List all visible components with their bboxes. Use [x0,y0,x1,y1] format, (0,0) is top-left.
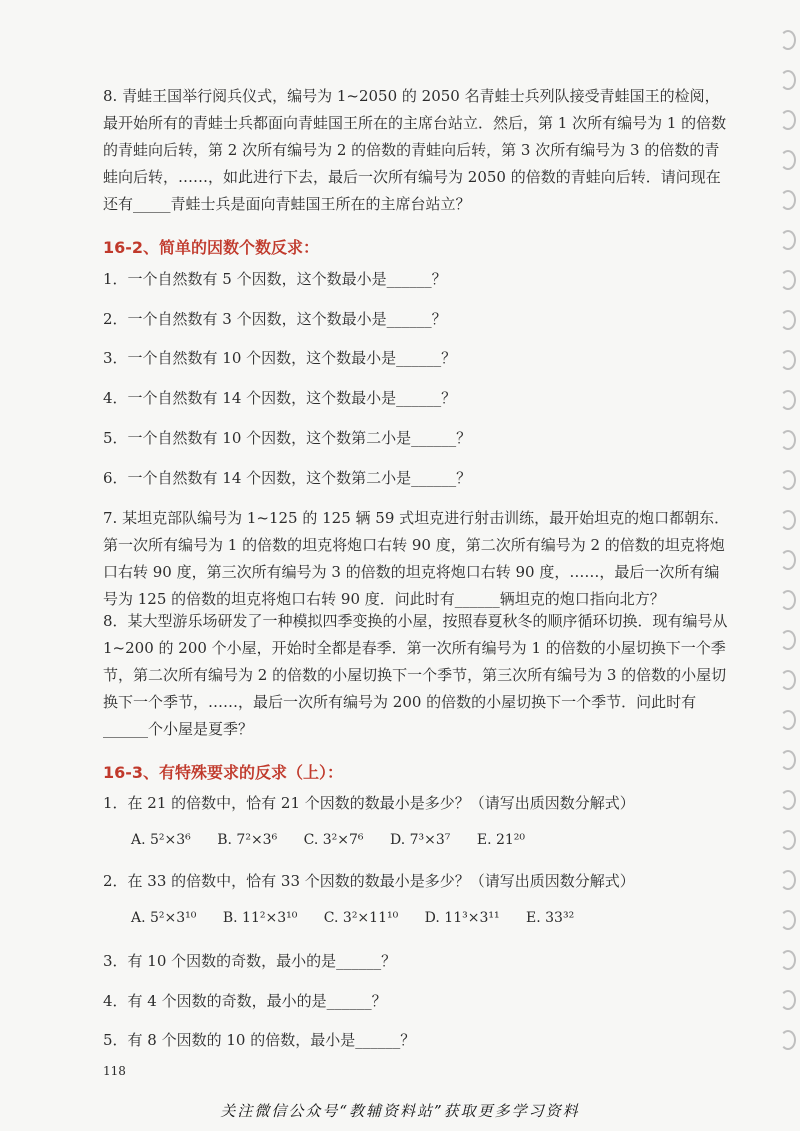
binder-ring [780,910,796,930]
binder-ring [780,230,796,250]
sec2-question-5: 5．一个自然数有 10 个因数，这个数第二小是______？ [103,429,472,447]
sec3-question-2-choices [131,910,596,926]
binder-ring [780,870,796,890]
choice-b: B. 11²×3¹⁰ [222,910,298,926]
binder-ring [780,470,796,490]
binder-ring [780,190,796,210]
choice-b: B. 7²×3⁶ [217,832,278,848]
sec2-question-2: 2．一个自然数有 3 个因数，这个数最小是______？ [103,310,447,328]
choice-c: C. 3²×7⁶ [303,832,364,848]
sec2-question-1: 1．一个自然数有 5 个因数，这个数最小是______？ [103,270,447,288]
sec3-question-1: 1．在 21 的倍数中，恰有 21 个因数的数最小是多少？（请写出质因数分解式） [103,794,635,812]
question-8-frogs: 8. 青蛙王国举行阅兵仪式，编号为 1~2050 的 2050 名青蛙士兵列队接受青蛙国王的检阅，最开始所有的青蛙士兵都面向青蛙国王所在的主席台站立．然后，第 1 次所有编号为 1 的倍数的青蛙向后转，第 2 次所有编号为 2 的倍数的青蛙向后转，第 3 次所有编号为 3 的倍数的青蛙向后转，……，如此进行下去，最后一次所有编号为 2050 的倍数的青蛙向后转．请问现在还有_____青蛙士兵是面向青蛙国王所在的主席台站立？ [103,87,727,213]
binder-ring [780,510,796,530]
sec2-question-3: 3．一个自然数有 10 个因数，这个数最小是______？ [103,349,457,367]
binder-ring [780,550,796,570]
binder-ring [780,70,796,90]
binder-ring [780,430,796,450]
binder-ring [780,150,796,170]
binder-ring [780,630,796,650]
sec3-question-2: 2．在 33 的倍数中，恰有 33 个因数的数最小是多少？（请写出质因数分解式） [103,872,635,890]
sec2-question-7-tanks: 7. 某坦克部队编号为 1~125 的 125 辆 59 式坦克进行射击训练，最开始坦克的炮口都朝东．第一次所有编号为 1 的倍数的坦克将炮口右转 90 度，第二次所有编号为 2 的倍数的坦克将炮口右转 90 度，第三次所有编号为 3 的倍数的坦克将炮口右转 90 度，……，最后一次所有编号为 125 的倍数的坦克将炮口右转 90 度．问此时有______辆坦克的炮口指向北方？ [103,509,730,608]
binder-ring [780,270,796,290]
section-heading-16-2: 16-2、简单的因数个数反求： [103,238,320,257]
choice-a: A. 5²×3¹⁰ [131,910,197,926]
sec2-question-8-houses: 8．某大型游乐场研发了一种模拟四季变换的小屋，按照春夏秋冬的顺序循环切换．现有编号从 1~200 的 200 个小屋，开始时全都是春季．第一次所有编号为 1 的倍数的小屋切换下一个季节，第二次所有编号为 2 的倍数的小屋切换下一个季节，第三次所有编号为 3 的倍数的小屋切换下一个季节，……，最后一次所有编号为 200 的倍数的小屋切换下一个季节．问此时有______个小屋是夏季？ [103,612,728,738]
binder-ring [780,790,796,810]
choice-d: D. 11³×3¹¹ [424,910,500,926]
sec2-question-4: 4．一个自然数有 14 个因数，这个数最小是______？ [103,389,457,407]
binder-ring [780,310,796,330]
binder-ring [780,30,796,50]
choice-d: D. 7³×3⁷ [390,832,451,848]
binder-ring [780,350,796,370]
footer-note: 关注微信公众号“教辅资料站”获取更多学习资料 [220,1102,580,1120]
binder-rings [774,30,796,1070]
sec3-question-1-choices [131,832,547,848]
binder-ring [780,1030,796,1050]
binder-ring [780,750,796,770]
binder-ring [780,590,796,610]
page-number: 118 [103,1064,126,1078]
sec2-question-6: 6．一个自然数有 14 个因数，这个数第二小是______？ [103,469,472,487]
binder-ring [780,390,796,410]
binder-ring [780,670,796,690]
binder-ring [780,830,796,850]
sec3-question-4: 4．有 4 个因数的奇数，最小的是______？ [103,992,387,1010]
choice-a: A. 5²×3⁶ [131,832,191,848]
binder-ring [780,110,796,130]
sec3-question-5: 5．有 8 个因数的 10 的倍数，最小是______？ [103,1031,416,1049]
sec3-question-3: 3．有 10 个因数的奇数，最小的是______？ [103,952,397,970]
binder-ring [780,710,796,730]
binder-ring [780,990,796,1010]
section-heading-16-3: 16-3、有特殊要求的反求（上）： [103,763,344,782]
choice-c: C. 3²×11¹⁰ [323,910,399,926]
choice-e: E. 21²⁰ [476,832,526,848]
choice-e: E. 33³² [526,910,575,926]
binder-ring [780,950,796,970]
